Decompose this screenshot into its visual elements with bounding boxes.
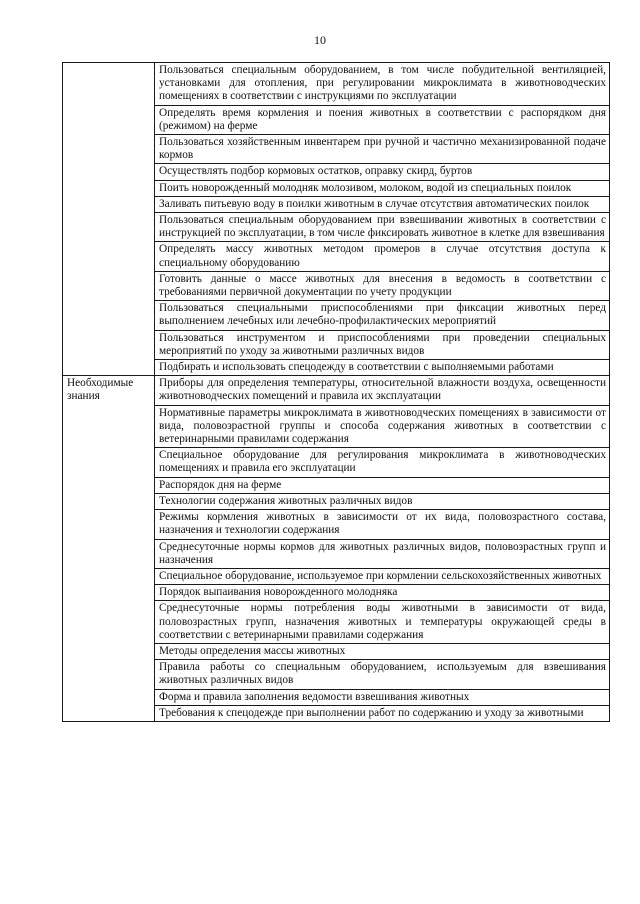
table-row	[63, 376, 610, 405]
requirement-item: Определять массу животных методом промеров в случае отсутствия доступа к специальному оборудованию	[155, 242, 610, 271]
requirement-item: Пользоваться инструментом и приспособлениями при проведении специальных мероприятий по уходу за животными различных видов	[155, 330, 610, 359]
requirement-item: Подбирать и использовать спецодежду в соответствии с выполняемыми работами	[155, 360, 610, 376]
requirement-item: Специальное оборудование для регулирования микроклимата в животноводческих помещениях и правила его эксплуатации	[155, 448, 610, 477]
requirement-item: Режимы кормления животных в зависимости от их вида, половозрастного состава, назначения и технологии содержания	[155, 510, 610, 539]
section-label: Необходимые знания	[63, 376, 155, 722]
table-row	[63, 63, 610, 106]
requirement-item: Требования к спецодежде при выполнении работ по содержанию и уходу за животными	[155, 705, 610, 721]
requirements-table	[62, 62, 610, 722]
requirement-item: Пользоваться специальными приспособлениями при фиксации животных перед выполнением лечебных или лечебно-профилактических мероприятий	[155, 301, 610, 330]
page-number: 10	[314, 33, 326, 47]
requirement-item: Технологии содержания животных различных видов	[155, 493, 610, 509]
requirement-item: Пользоваться специальным оборудованием, в том числе побудительной вентиляцией, установками для отопления, при регулировании микроклимата в животноводческих помещениях в соответствии с инструкциями по эксплуатации	[155, 63, 610, 106]
requirement-item: Методы определения массы животных	[155, 643, 610, 659]
requirement-item: Нормативные параметры микроклимата в животноводческих помещениях в зависимости от вида, половозрастной группы и способа содержания животных в соответствии с ветеринарными правилами содержания	[155, 405, 610, 448]
requirement-item: Заливать питьевую воду в поилки животным в случае отсутствия автоматических поилок	[155, 196, 610, 212]
requirement-item: Распорядок дня на ферме	[155, 477, 610, 493]
requirement-item: Среднесуточные нормы потребления воды животными в зависимости от вида, половозрастных групп, назначения животных и температуры окружающей среды в соответствии с ветеринарными правилами содержания	[155, 601, 610, 644]
requirement-item: Среднесуточные нормы кормов для животных различных видов, половозрастных групп и назначения	[155, 539, 610, 568]
requirement-item: Специальное оборудование, используемое при кормлении сельскохозяйственных животных	[155, 568, 610, 584]
requirement-item: Пользоваться специальным оборудованием при взвешивании животных в соответствии с инструкцией по эксплуатации, в том числе фиксировать животное в клетке для взвешивания	[155, 213, 610, 242]
requirement-item: Пользоваться хозяйственным инвентарем при ручной и частично механизированной подаче кормов	[155, 135, 610, 164]
requirement-item: Порядок выпаивания новорожденного молодняка	[155, 585, 610, 601]
requirement-item: Правила работы со специальным оборудованием, используемым для взвешивания животных различных видов	[155, 660, 610, 689]
section-label	[63, 63, 155, 376]
requirements-table-body	[63, 63, 610, 722]
requirement-item: Приборы для определения температуры, относительной влажности воздуха, освещенности животноводческих помещений и правила их эксплуатации	[155, 376, 610, 405]
requirement-item: Определять время кормления и поения животных в соответствии с распорядком дня (режимом) на ферме	[155, 105, 610, 134]
requirement-item: Готовить данные о массе животных для внесения в ведомость в соответствии с требованиями первичной документации по учету продукции	[155, 271, 610, 300]
requirement-item: Поить новорожденный молодняк молозивом, молоком, водой из специальных поилок	[155, 180, 610, 196]
requirement-item: Форма и правила заполнения ведомости взвешивания животных	[155, 689, 610, 705]
requirement-item: Осуществлять подбор кормовых остатков, оправку скирд, буртов	[155, 164, 610, 180]
